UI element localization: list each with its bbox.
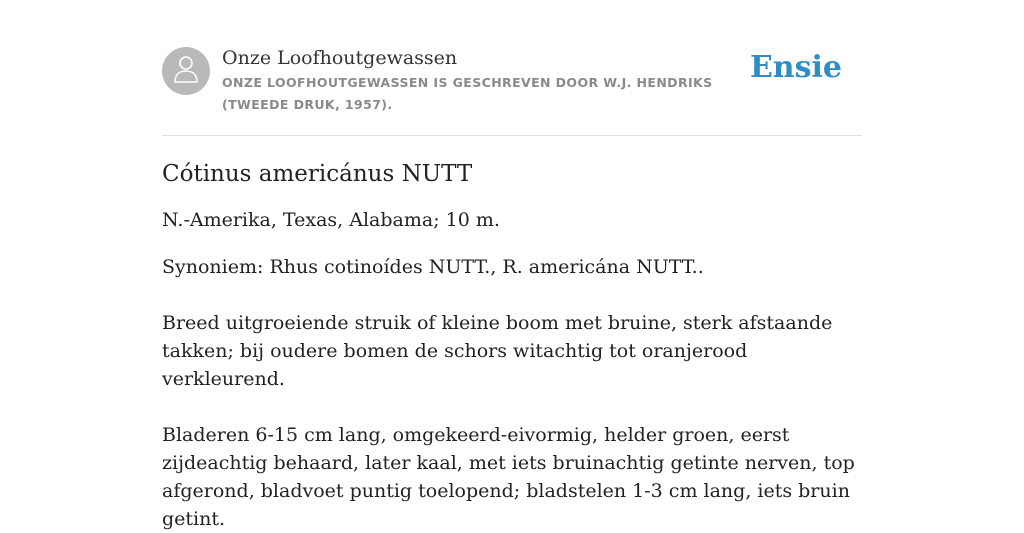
- entry-paragraph-leaves: Bladeren 6-15 cm lang, omgekeerd-eivormig, helder groen, eerst zijdeachtig behaard, later kaal, met iets bruinachtig getinte nerven, top afgerond, bladvoet puntig toelopend; bladstelen 1-3 cm lang, iets bruin getint.: [162, 424, 855, 530]
- source-avatar[interactable]: [162, 47, 210, 95]
- entry-content: [162, 156, 862, 533]
- source-title[interactable]: Onze Loofhoutgewassen: [222, 47, 458, 69]
- source-info: [222, 44, 752, 116]
- entry-card: [162, 0, 862, 530]
- user-icon: [172, 54, 200, 88]
- entry-paragraph-synonym: Synoniem: Rhus cotinoídes NUTT., R. americána NUTT..: [162, 256, 704, 278]
- entry-paragraph-habit: Breed uitgroeiende struik of kleine boom met bruine, sterk afstaande takken; bij oudere bomen de schors witachtig tot oranjerood verkleurend.: [162, 312, 833, 390]
- source-description: ONZE LOOFHOUTGEWASSEN IS GESCHREVEN DOOR W.J. HENDRIKS (TWEEDE DRUK, 1957).: [222, 75, 713, 112]
- entry-paragraph-region: N.-Amerika, Texas, Alabama; 10 m.: [162, 209, 500, 231]
- entry-title: Cótinus americánus NUTT: [162, 161, 473, 187]
- brand-logo[interactable]: Ensie: [749, 50, 842, 85]
- source-header: [162, 0, 862, 136]
